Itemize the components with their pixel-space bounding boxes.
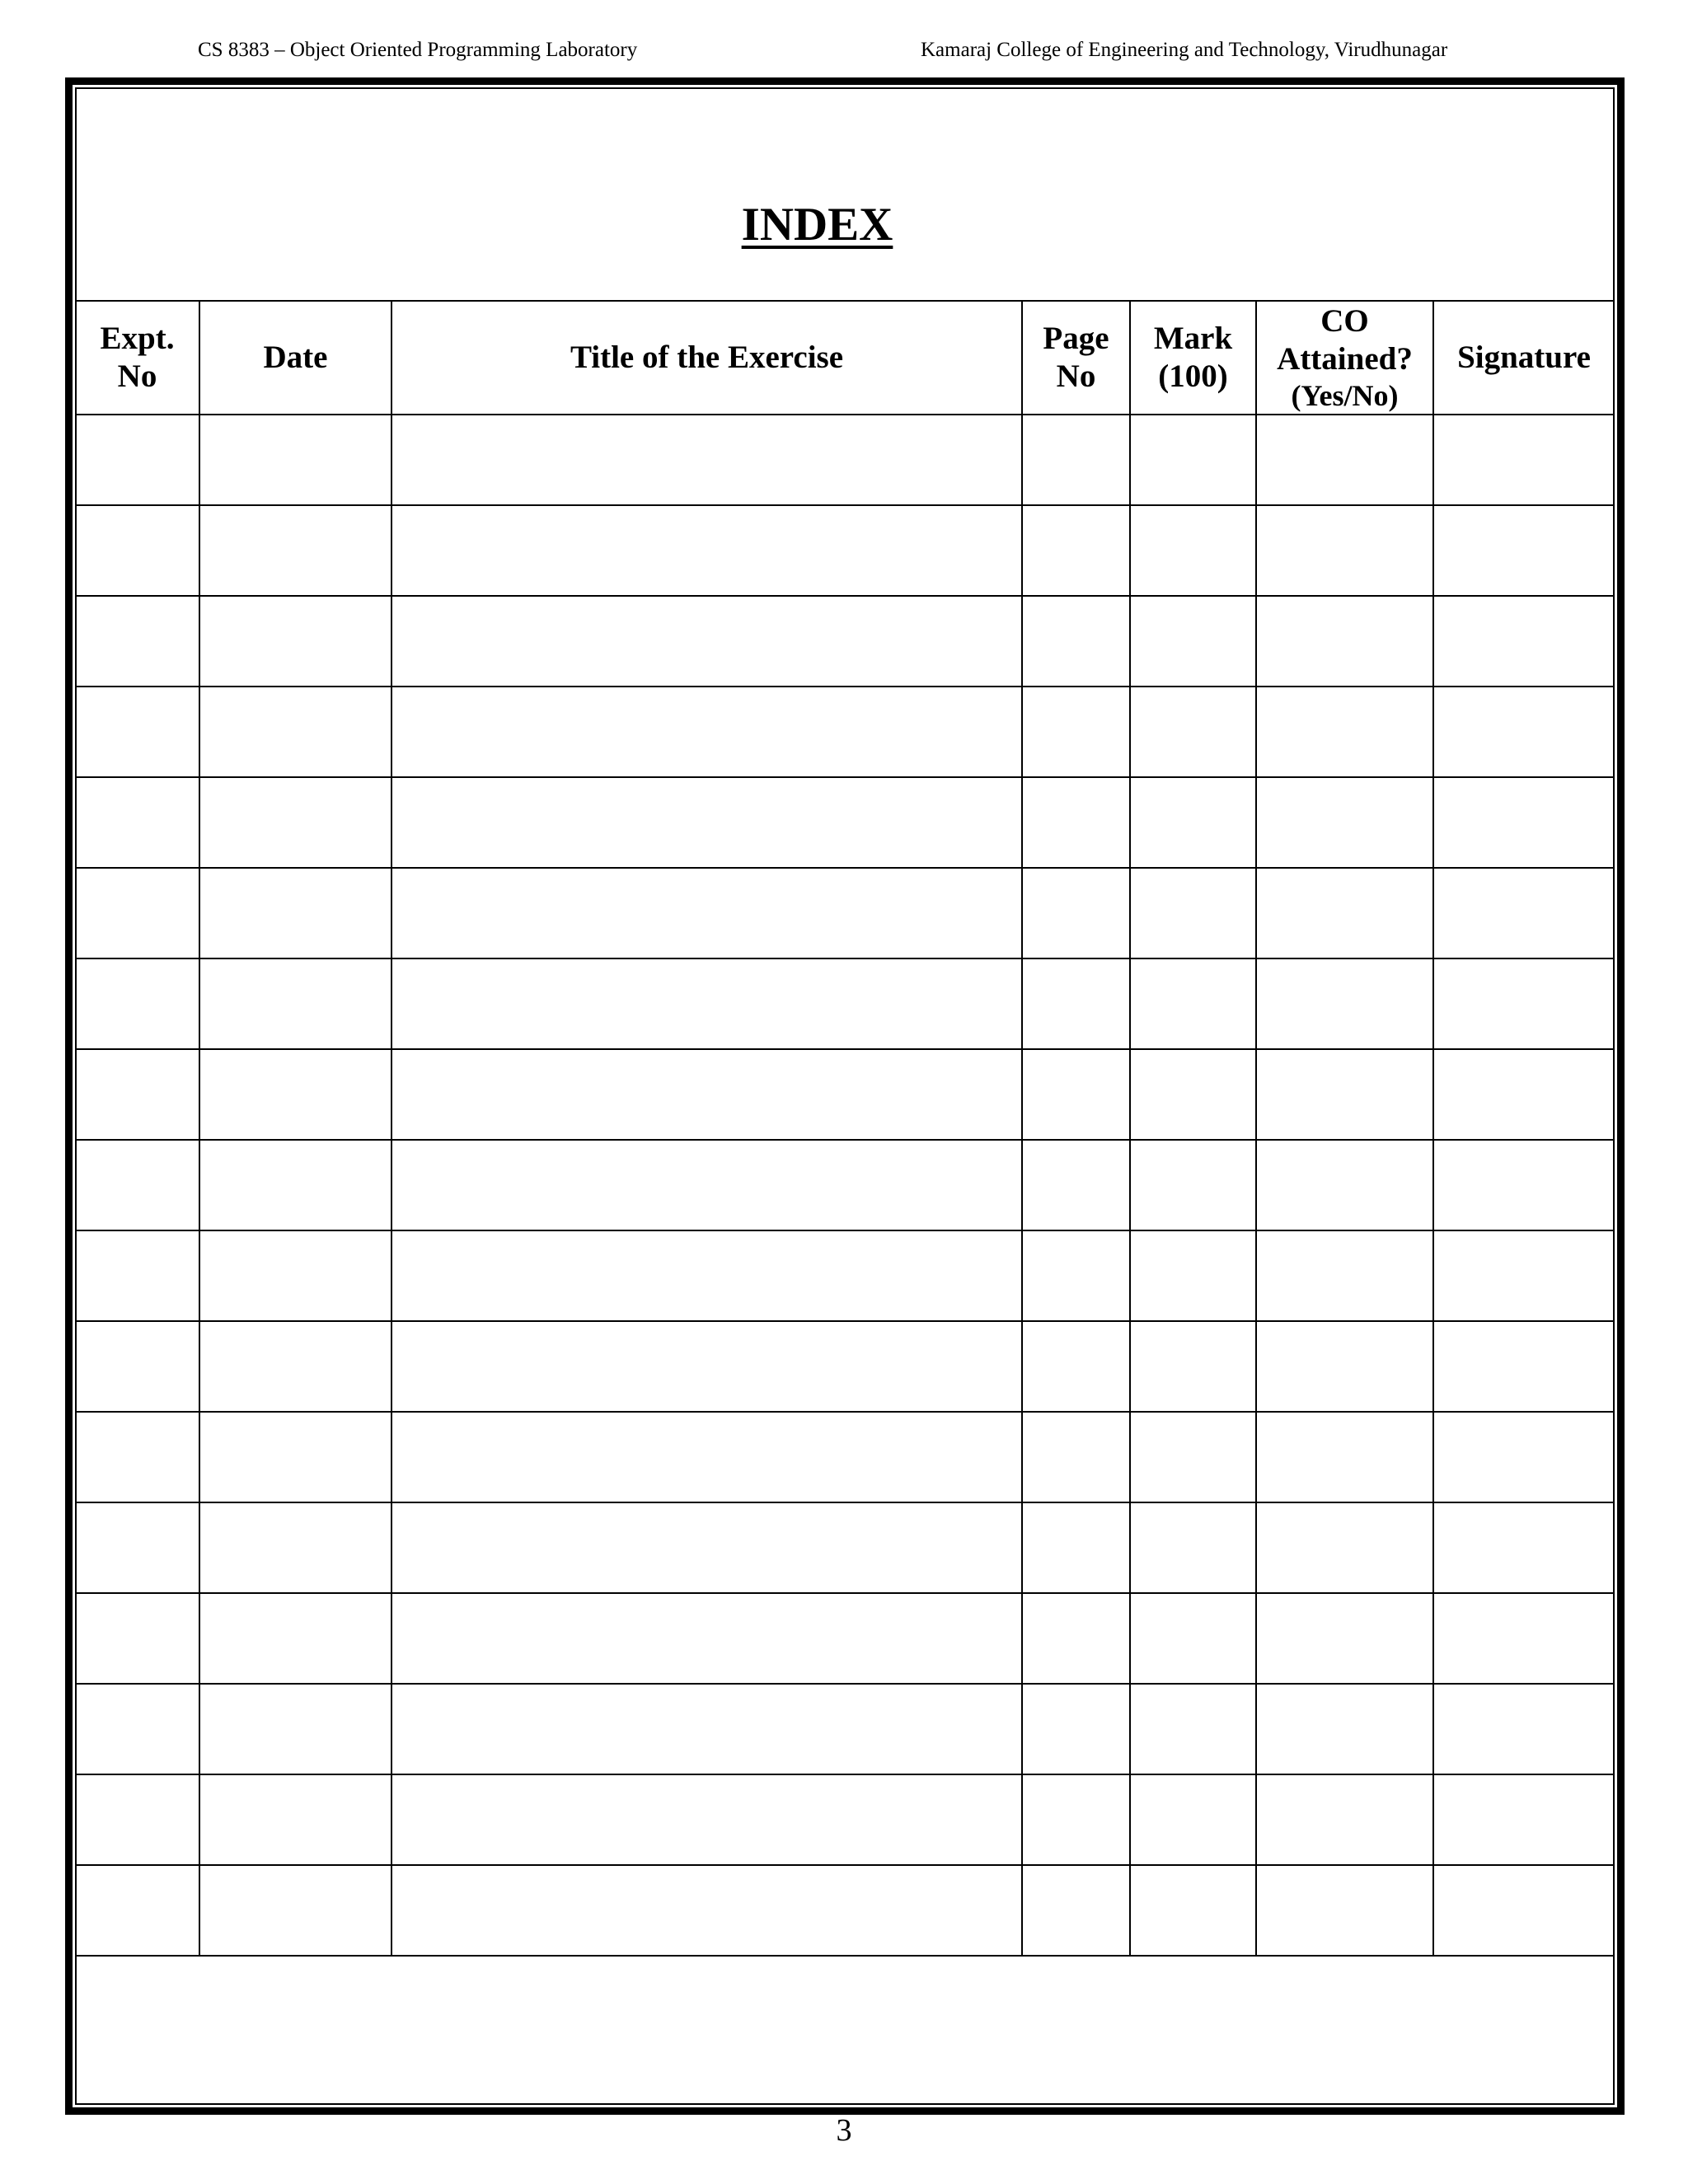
column-header-date: Date xyxy=(199,301,392,415)
expt-no-cell xyxy=(76,687,199,777)
title-cell xyxy=(392,1230,1022,1321)
date-cell xyxy=(199,958,392,1049)
mark-cell xyxy=(1130,1865,1256,1956)
expt-no-cell xyxy=(76,1049,199,1140)
signature-cell xyxy=(1433,1593,1614,1684)
mark-cell xyxy=(1130,1774,1256,1865)
co-attained-cell xyxy=(1256,1230,1433,1321)
page-no-cell xyxy=(1022,1412,1130,1502)
table-row xyxy=(76,505,1614,596)
signature-cell xyxy=(1433,1140,1614,1230)
signature-cell xyxy=(1433,415,1614,505)
table-body xyxy=(76,415,1614,2088)
mark-cell xyxy=(1130,1684,1256,1774)
expt-no-cell xyxy=(76,1230,199,1321)
date-cell xyxy=(199,1593,392,1684)
table-row xyxy=(76,1774,1614,1865)
page-no-cell xyxy=(1022,505,1130,596)
column-header-co-attained: CO Attained? (Yes/No) xyxy=(1256,301,1433,415)
co-attained-cell xyxy=(1256,1684,1433,1774)
table-row xyxy=(76,1684,1614,1774)
running-header-course: CS 8383 – Object Oriented Programming Laboratory xyxy=(198,39,638,61)
table-row xyxy=(76,1593,1614,1684)
expt-no-cell xyxy=(76,1140,199,1230)
co-attained-cell xyxy=(1256,1774,1433,1865)
page-no-cell xyxy=(1022,596,1130,687)
mark-cell xyxy=(1130,505,1256,596)
page-no-cell xyxy=(1022,1230,1130,1321)
signature-cell xyxy=(1433,1502,1614,1593)
expt-no-cell xyxy=(76,415,199,505)
date-cell xyxy=(199,1774,392,1865)
co-attained-cell xyxy=(1256,1321,1433,1412)
column-header-page-no: Page No xyxy=(1022,301,1130,415)
title-cell xyxy=(392,1412,1022,1502)
title-cell xyxy=(392,1321,1022,1412)
signature-cell xyxy=(1433,868,1614,958)
co-attained-cell xyxy=(1256,415,1433,505)
co-attained-cell xyxy=(1256,777,1433,868)
title-cell xyxy=(392,1774,1022,1865)
page-no-cell xyxy=(1022,1865,1130,1956)
title-cell xyxy=(392,505,1022,596)
page-number: 3 xyxy=(836,2113,852,2148)
co-attained-cell xyxy=(1256,687,1433,777)
page-no-cell xyxy=(1022,415,1130,505)
signature-cell xyxy=(1433,1865,1614,1956)
date-cell xyxy=(199,1049,392,1140)
table-row xyxy=(76,415,1614,505)
page-no-cell xyxy=(1022,777,1130,868)
date-cell xyxy=(199,1321,392,1412)
date-cell xyxy=(199,1684,392,1774)
signature-cell xyxy=(1433,1684,1614,1774)
expt-no-cell xyxy=(76,1412,199,1502)
date-cell xyxy=(199,1140,392,1230)
column-header-title: Title of the Exercise xyxy=(392,301,1022,415)
co-attained-cell xyxy=(1256,505,1433,596)
expt-no-cell xyxy=(76,505,199,596)
table-row xyxy=(76,596,1614,687)
page-no-cell xyxy=(1022,1684,1130,1774)
table-row xyxy=(76,1502,1614,1593)
page-no-cell xyxy=(1022,1140,1130,1230)
page-no-cell xyxy=(1022,687,1130,777)
date-cell xyxy=(199,868,392,958)
expt-no-cell xyxy=(76,1684,199,1774)
table-row xyxy=(76,777,1614,868)
expt-no-cell xyxy=(76,777,199,868)
expt-no-cell xyxy=(76,1321,199,1412)
page-no-cell xyxy=(1022,1774,1130,1865)
signature-cell xyxy=(1433,505,1614,596)
date-cell xyxy=(199,415,392,505)
table-row xyxy=(76,868,1614,958)
expt-no-cell xyxy=(76,1502,199,1593)
title-cell xyxy=(392,1593,1022,1684)
mark-cell xyxy=(1130,596,1256,687)
signature-cell xyxy=(1433,1049,1614,1140)
column-header-expt-no: Expt. No xyxy=(76,301,199,415)
mark-cell xyxy=(1130,1321,1256,1412)
co-attained-cell xyxy=(1256,596,1433,687)
date-cell xyxy=(199,777,392,868)
column-header-mark: Mark (100) xyxy=(1130,301,1256,415)
page-no-cell xyxy=(1022,1593,1130,1684)
date-cell xyxy=(199,687,392,777)
title-cell xyxy=(392,1049,1022,1140)
title-cell xyxy=(392,777,1022,868)
expt-no-cell xyxy=(76,868,199,958)
running-header-college: Kamaraj College of Engineering and Technology, Virudhunagar xyxy=(921,39,1448,61)
page-no-cell xyxy=(1022,1502,1130,1593)
signature-cell xyxy=(1433,1774,1614,1865)
table-row xyxy=(76,1412,1614,1502)
co-attained-cell xyxy=(1256,868,1433,958)
mark-cell xyxy=(1130,415,1256,505)
signature-cell xyxy=(1433,1321,1614,1412)
title-cell xyxy=(392,1865,1022,1956)
expt-no-cell xyxy=(76,1593,199,1684)
mark-cell xyxy=(1130,868,1256,958)
mark-cell xyxy=(1130,958,1256,1049)
page-title: INDEX xyxy=(741,199,893,251)
table-header-row xyxy=(76,301,1614,415)
page-no-cell xyxy=(1022,868,1130,958)
mark-cell xyxy=(1130,1230,1256,1321)
table-row xyxy=(76,1230,1614,1321)
index-table xyxy=(76,300,1614,2088)
co-attained-cell xyxy=(1256,1140,1433,1230)
table-row xyxy=(76,1049,1614,1140)
title-cell xyxy=(392,1684,1022,1774)
title-cell xyxy=(392,596,1022,687)
expt-no-cell xyxy=(76,1774,199,1865)
signature-cell xyxy=(1433,1412,1614,1502)
date-cell xyxy=(199,1230,392,1321)
table-row xyxy=(76,1865,1614,1956)
date-cell xyxy=(199,1502,392,1593)
title-cell xyxy=(392,687,1022,777)
co-attained-cell xyxy=(1256,1412,1433,1502)
co-attained-cell xyxy=(1256,958,1433,1049)
date-cell xyxy=(199,505,392,596)
footer-space-cell xyxy=(76,1956,1614,2088)
expt-no-cell xyxy=(76,958,199,1049)
column-header-signature: Signature xyxy=(1433,301,1614,415)
mark-cell xyxy=(1130,777,1256,868)
table-row xyxy=(76,687,1614,777)
page-no-cell xyxy=(1022,1321,1130,1412)
title-cell xyxy=(392,868,1022,958)
page-no-cell xyxy=(1022,958,1130,1049)
table-row xyxy=(76,958,1614,1049)
table-row xyxy=(76,1321,1614,1412)
title-cell xyxy=(392,1140,1022,1230)
mark-cell xyxy=(1130,1412,1256,1502)
mark-cell xyxy=(1130,1502,1256,1593)
signature-cell xyxy=(1433,958,1614,1049)
mark-cell xyxy=(1130,1049,1256,1140)
co-attained-cell xyxy=(1256,1593,1433,1684)
date-cell xyxy=(199,596,392,687)
mark-cell xyxy=(1130,687,1256,777)
signature-cell xyxy=(1433,1230,1614,1321)
co-attained-cell xyxy=(1256,1049,1433,1140)
date-cell xyxy=(199,1865,392,1956)
signature-cell xyxy=(1433,687,1614,777)
title-cell xyxy=(392,415,1022,505)
mark-cell xyxy=(1130,1593,1256,1684)
table-footer-space xyxy=(76,1956,1614,2088)
page-no-cell xyxy=(1022,1049,1130,1140)
table-row xyxy=(76,1140,1614,1230)
mark-cell xyxy=(1130,1140,1256,1230)
signature-cell xyxy=(1433,596,1614,687)
co-attained-cell xyxy=(1256,1865,1433,1956)
title-cell xyxy=(392,958,1022,1049)
expt-no-cell xyxy=(76,596,199,687)
expt-no-cell xyxy=(76,1865,199,1956)
title-cell xyxy=(392,1502,1022,1593)
co-attained-cell xyxy=(1256,1502,1433,1593)
signature-cell xyxy=(1433,777,1614,868)
date-cell xyxy=(199,1412,392,1502)
